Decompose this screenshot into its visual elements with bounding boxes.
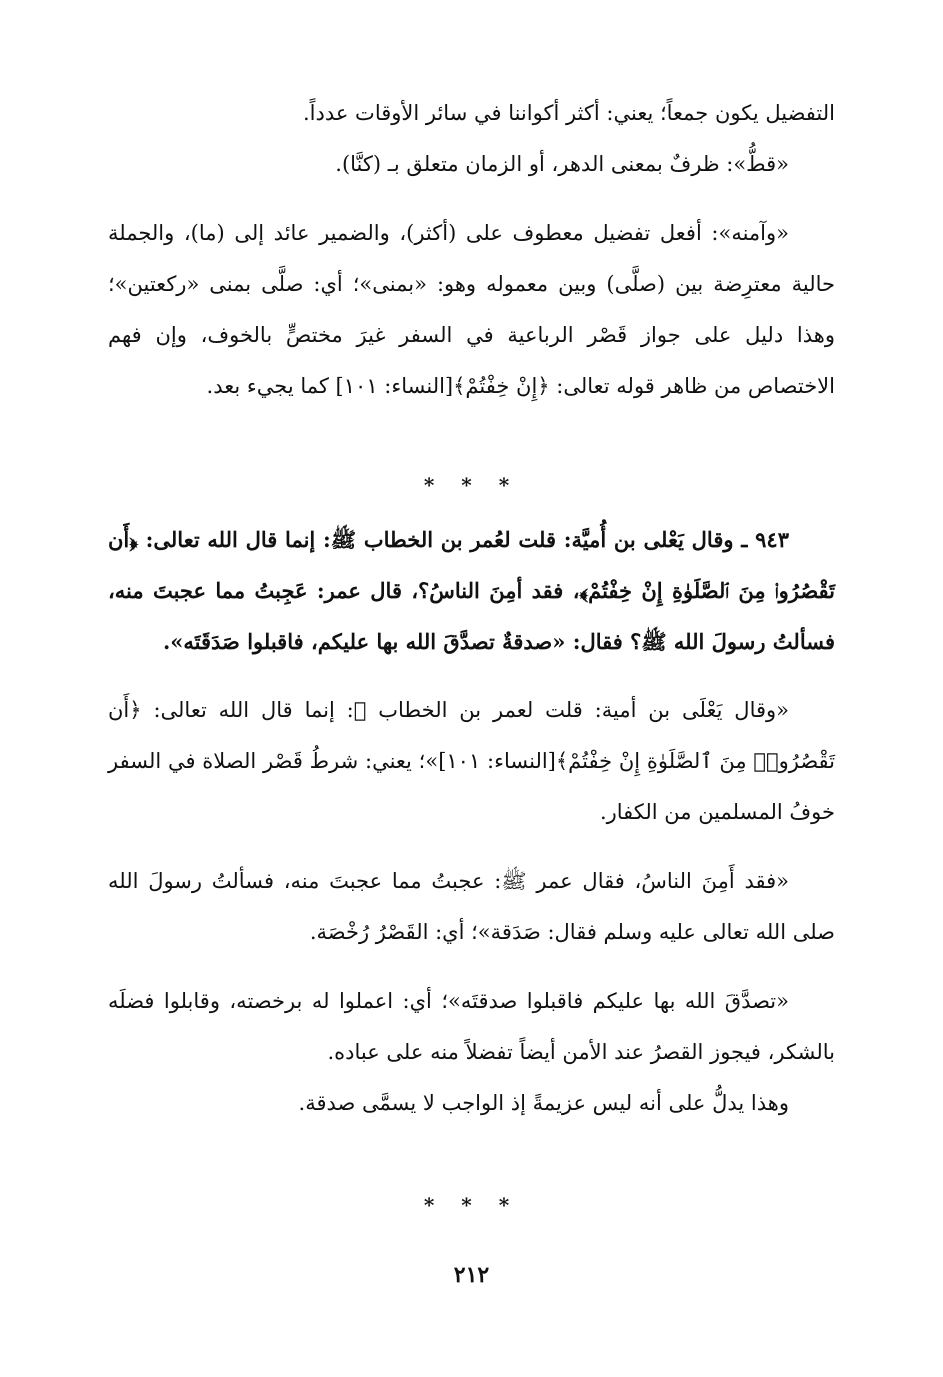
paragraph-3: «وآمنه»: أفعل تفضيل معطوف على (أكثر)، والضمير عائد إلى (ما)، والجملة حالية معترِضة بين (صلَّى) وبين معموله وهو: «بمنى»؛ أي: صلَّى بمنى «ركعتين»؛ وهذا دليل على جواز قَصْر الرباعية في السفر غيرَ مختصٍّ بالخوف، وإن فهم الاختصاص من ظاهر قوله تعالى: ﴿إِنْ خِفْتُمْ﴾[النساء: ١٠١] كما يجيء بعد. [108,221,835,398]
section-divider: * * * [423,1193,520,1217]
paragraph-commentary-1: «وقال يَعْلَى بن أمية: قلت لعمر بن الخطاب ﷺ: إنما قال الله تعالى: ﴿أَن تَقْصُرُوا۟ مِنَ ٱلصَّلَوٰةِ إِنْ خِفْتُمْ﴾[النساء: ١٠١]»؛ يعني: شرطُ قَصْر الصلاة في السفر خوفُ المسلمين من الكفار. [108,698,836,824]
hadith-943: ٩٤٣ ـ وقال يَعْلى بن أُميَّة: قلت لعُمر بن الخطاب ﷺ: إنما قال الله تعالى: ﴿أَن تَقْصُرُوا۟ مِنَ ٱلصَّلَوٰةِ إِنْ خِفْتُمْ﴾، فقد أمِنَ الناسُ؟، قال عمر: عَجِبتُ مما عجبتَ منه، فسألتُ رسولَ الله ﷺ؟ فقال: «صدقةٌ تصدَّقَ الله بها عليكم، فاقبلوا صَدَقَتَه». [108,527,835,654]
paragraph-commentary-4: وهذا يدلُّ على أنه ليس عزيمةً إذ الواجب لا يسمَّى صدقة. [298,1091,789,1115]
paragraph-commentary-3: «تصدَّقَ الله بها عليكم فاقبلوا صدقتَه»؛ أي: اعملوا له برخصته، وقابلوا فضلَه بالشكر، فيجوز القصرُ عند الأمن أيضاً تفضلاً منه على عباده. [108,989,835,1064]
page-number: ٢١٢ [453,1262,490,1288]
page-body [108,88,835,1129]
section-divider: * * * [423,473,520,497]
paragraph-2: «قطُّ»: ظرفٌ بمعنى الدهر، أو الزمان متعلق بـ (كنَّا). [335,152,789,176]
paragraph-commentary-2: «فقد أَمِنَ الناسُ، فقال عمر ﷺ: عجبتُ مما عجبتَ منه، فسألتُ رسولَ الله صلى الله تعالى عليه وسلم فقال: صَدَقة»؛ أي: القَصْرُ رُخْصَة. [108,869,835,944]
paragraph-1: التفضيل يكون جمعاً؛ يعني: أكثر أكواننا في سائر الأوقات عدداً. [302,101,835,125]
